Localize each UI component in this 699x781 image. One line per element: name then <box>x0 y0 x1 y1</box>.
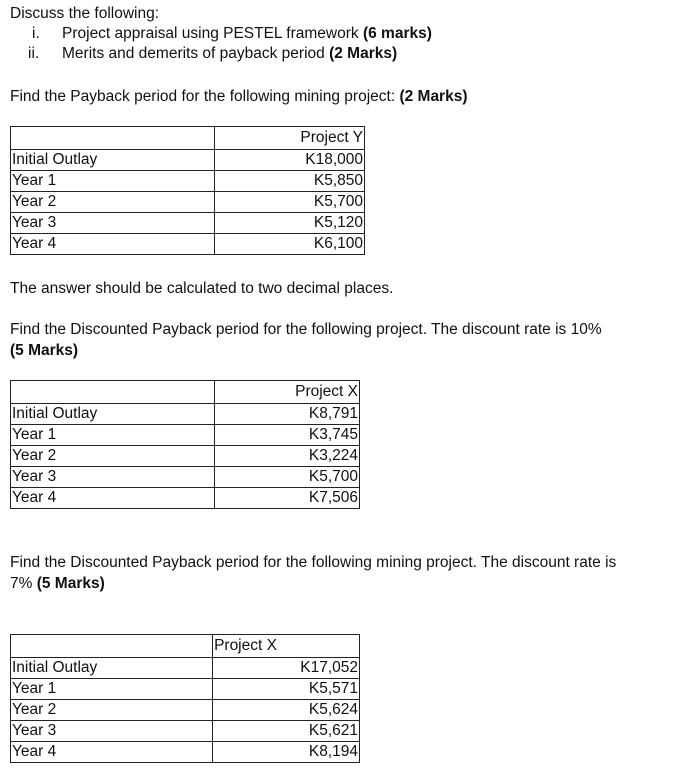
row-value: K5,621 <box>213 721 360 742</box>
row-label: Initial Outlay <box>11 658 213 679</box>
table-row <box>11 658 360 679</box>
q3-prompt-line2 <box>10 575 105 593</box>
row-label: Initial Outlay <box>11 150 215 171</box>
q1-prompt-text: Find the Payback period for the following mining project: <box>10 88 396 105</box>
q3-marks: (5 Marks) <box>36 575 105 592</box>
row-label: Initial Outlay <box>11 404 215 425</box>
intro-item-number: ii. <box>28 45 40 62</box>
q2-table <box>10 380 360 509</box>
row-label: Year 4 <box>11 488 215 509</box>
intro-item-text: Project appraisal using PESTEL framework <box>62 25 359 42</box>
row-label: Year 3 <box>11 467 215 488</box>
q1-table <box>10 126 365 255</box>
q2-marks <box>10 342 78 360</box>
table-row <box>11 150 365 171</box>
row-value: K18,000 <box>215 150 365 171</box>
row-value: K17,052 <box>213 658 360 679</box>
table-row <box>11 192 365 213</box>
q2-prompt: Find the Discounted Payback period for the following project. The discount rate is 10% <box>10 321 602 338</box>
table-row <box>11 213 365 234</box>
row-value: K8,791 <box>215 404 360 425</box>
table-row <box>11 234 365 255</box>
row-label: Year 1 <box>11 171 215 192</box>
row-value: K5,120 <box>215 213 365 234</box>
table-row <box>11 679 360 700</box>
row-label: Year 4 <box>11 742 213 763</box>
table-header-cell: Project Y <box>215 127 365 150</box>
table-header-row <box>11 381 360 404</box>
q1-note: The answer should be calculated to two decimal places. <box>10 280 394 297</box>
q2-marks-text: (5 Marks) <box>10 342 79 359</box>
table-corner-cell <box>11 127 215 150</box>
intro-item-marks: (6 marks) <box>362 25 432 42</box>
q3-prompt-line1: Find the Discounted Payback period for the following mining project. The discount rate is <box>10 554 617 571</box>
row-value: K5,700 <box>215 467 360 488</box>
table-header-row <box>11 635 360 658</box>
table-header-cell: Project X <box>213 635 360 658</box>
table-row <box>11 721 360 742</box>
row-label: Year 3 <box>11 213 215 234</box>
intro-item-marks: (2 Marks) <box>329 45 398 62</box>
table-corner-cell <box>11 381 215 404</box>
row-value: K5,700 <box>215 192 365 213</box>
row-label: Year 1 <box>11 679 213 700</box>
row-value: K3,224 <box>215 446 360 467</box>
table-row <box>11 446 360 467</box>
row-label: Year 1 <box>11 425 215 446</box>
table-row <box>11 700 360 721</box>
table-row <box>11 404 360 425</box>
q1-marks: (2 Marks) <box>399 88 468 105</box>
intro-item-number: i. <box>32 25 40 42</box>
row-value: K8,194 <box>213 742 360 763</box>
intro-item-text: Merits and demerits of payback period <box>62 45 325 62</box>
q1-prompt <box>10 88 468 106</box>
intro-item-2 <box>22 45 397 63</box>
row-label: Year 2 <box>11 192 215 213</box>
row-label: Year 3 <box>11 721 213 742</box>
table-row <box>11 742 360 763</box>
table-corner-cell <box>11 635 213 658</box>
row-value: K5,850 <box>215 171 365 192</box>
row-value: K7,506 <box>215 488 360 509</box>
row-value: K6,100 <box>215 234 365 255</box>
table-row <box>11 467 360 488</box>
row-label: Year 2 <box>11 700 213 721</box>
row-label: Year 2 <box>11 446 215 467</box>
table-header-row <box>11 127 365 150</box>
row-value: K3,745 <box>215 425 360 446</box>
q3-rate: 7% <box>10 575 33 592</box>
row-value: K5,571 <box>213 679 360 700</box>
intro-heading: Discuss the following: <box>10 5 160 22</box>
q3-table <box>10 634 360 763</box>
table-row <box>11 171 365 192</box>
table-header-cell: Project X <box>215 381 360 404</box>
row-value: K5,624 <box>213 700 360 721</box>
table-row <box>11 425 360 446</box>
intro-item-1 <box>22 25 432 43</box>
table-row <box>11 488 360 509</box>
row-label: Year 4 <box>11 234 215 255</box>
